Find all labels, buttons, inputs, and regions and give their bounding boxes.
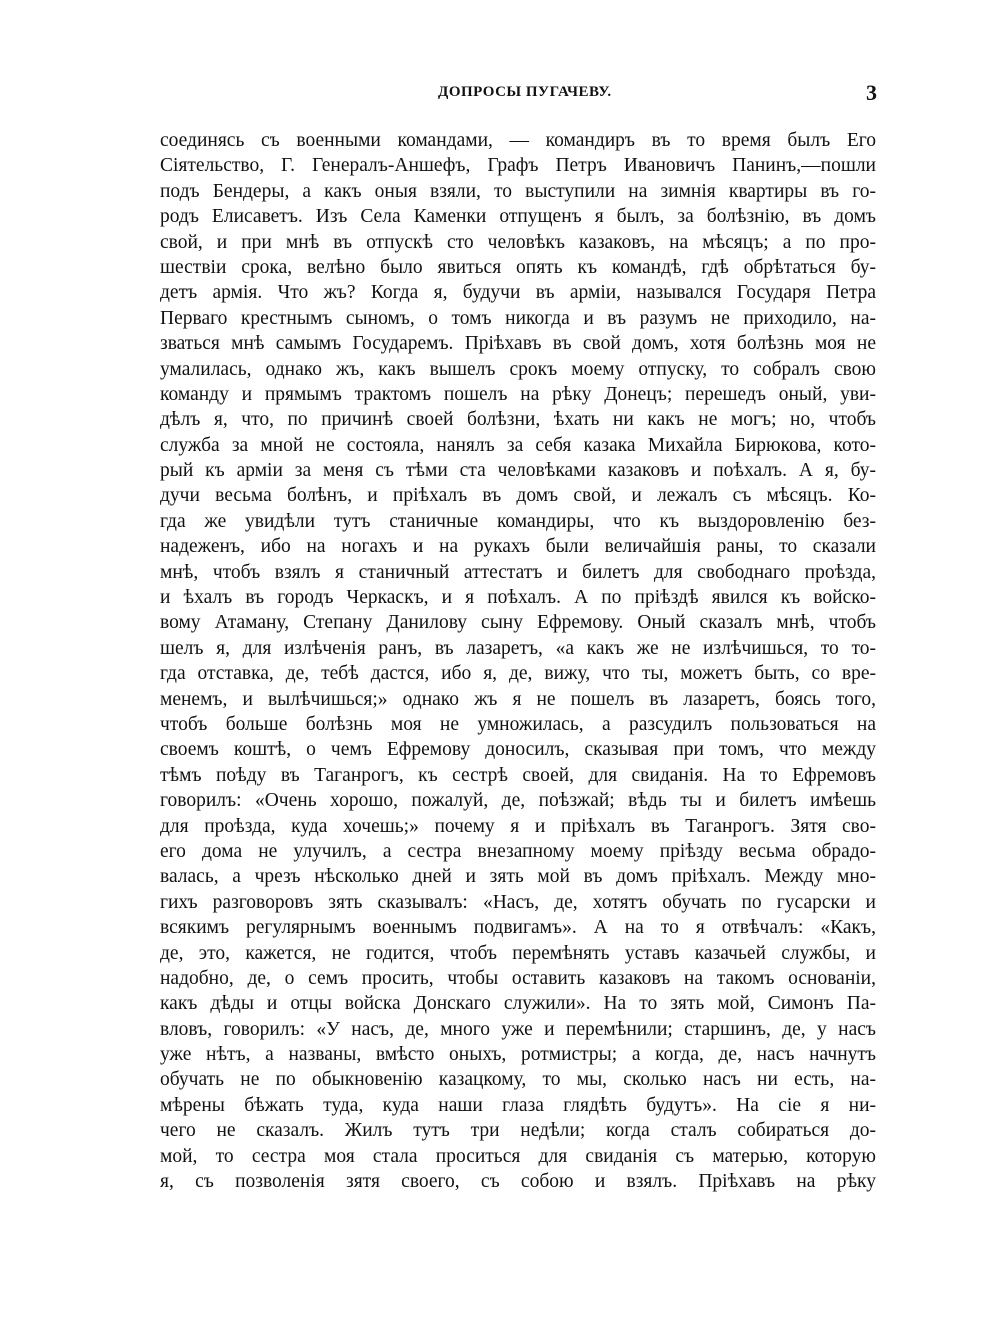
- text-line: шествіи срока, велѣно было явиться опять къ командѣ, гдѣ обрѣтаться бу-: [160, 256, 876, 278]
- text-line: гда отставка, де, тебѣ дастся, ибо я, де, вижу, что ты, можетъ быть, со вре-: [160, 663, 876, 685]
- text-line: и ѣхалъ въ городъ Черкаскъ, и я поѣхалъ. А по пріѣздѣ явился къ войско-: [160, 587, 876, 609]
- text-line: всякимъ регулярнымъ военнымъ подвигамъ». А на то я отвѣчалъ: «Какъ,: [160, 917, 876, 939]
- text-line: Перваго крестнымъ сыномъ, о томъ никогда и въ разумъ не приходило, на-: [160, 307, 876, 329]
- text-line: вому Атаману, Степану Данилову сыну Ефремову. Оный сказалъ мнѣ, чтобъ: [160, 612, 876, 634]
- text-line: обучать не по обыкновенію казацкому, то мы, сколько насъ ни есть, на-: [160, 1069, 876, 1091]
- text-line: чего не сказалъ. Жилъ тутъ три недѣли; когда сталъ собираться до-: [160, 1120, 876, 1142]
- text-line: валась, а чрезъ нѣсколько дней и зять мой въ домъ пріѣхалъ. Между мно-: [160, 866, 876, 888]
- running-head: ДОПРОСЫ ПУГАЧЕВУ.: [438, 84, 612, 100]
- text-line: шелъ я, для излѣченія ранъ, въ лазаретъ, «а какъ же не излѣчишься, то то-: [160, 637, 876, 659]
- text-line: менемъ, и вылѣчишься;» однако жъ я не пошелъ въ лазаретъ, боясь того,: [160, 688, 876, 710]
- text-line: Сiятельство, Г. Генералъ-Аншефъ, Графъ Петръ Ивановичъ Панинъ,—пошли: [160, 155, 876, 177]
- text-line: мѣрены бѣжать туда, куда наши глаза глядѣть будутъ». На сіе я ни-: [160, 1094, 876, 1116]
- text-line: свой, и при мнѣ въ отпускѣ сто человѣкъ казаковъ, на мѣсяцъ; а по про-: [160, 231, 876, 253]
- text-line: гда же увидѣли тутъ станичные командиры, что къ выздоровленію без-: [160, 510, 876, 532]
- text-line: родъ Елисаветъ. Изъ Села Каменки отпущенъ я былъ, за болѣзнію, въ домъ: [160, 206, 876, 228]
- text-line: тѣмъ поѣду въ Таганрогъ, къ сестрѣ своей, для свиданія. На то Ефремовъ: [160, 764, 876, 786]
- text-line: какъ дѣды и отцы войска Донскаго служили». На то зять мой, Симонъ Па-: [160, 993, 876, 1015]
- text-line: команду и прямымъ трактомъ пошелъ на рѣку Донецъ; перешедъ оный, уви-: [160, 383, 876, 405]
- text-line: надобно, де, о семъ просить, чтобы оставить казаковъ на такомъ основаніи,: [160, 967, 876, 989]
- text-line: для проѣзда, куда хочешь;» почему я и пріѣхалъ въ Таганрогъ. Зятя сво-: [160, 815, 876, 837]
- text-line: рый къ арміи за меня съ тѣми ста человѣками казаковъ и поѣхалъ. А я, бу-: [160, 460, 876, 482]
- text-line: подъ Бендеры, а какъ оныя взяли, то выступили на зимнія квартиры въ го-: [160, 180, 876, 202]
- text-line: мой, то сестра моя стала проситься для свиданія съ матерью, которую: [160, 1145, 876, 1167]
- text-line: детъ армія. Что жъ? Когда я, будучи въ арміи, назывался Государя Петра: [160, 282, 876, 304]
- text-line: чтобъ больше болѣзнь моя не умножилась, а разсудилъ пользоваться на: [160, 713, 876, 735]
- text-line: вловъ, говорилъ: «У насъ, де, много уже и перемѣнили; старшинъ, де, у насъ: [160, 1018, 876, 1040]
- text-line: дучи весьма болѣнъ, и пріѣхалъ въ домъ свой, и лежалъ съ мѣсяцъ. Ко-: [160, 485, 876, 507]
- text-line: мнѣ, чтобъ взялъ я станичный аттестатъ и билетъ для свободнаго проѣзда,: [160, 561, 876, 583]
- text-line: уже нѣтъ, а названы, вмѣсто оныхъ, ротмистры; а когда, де, насъ начнутъ: [160, 1044, 876, 1066]
- text-line: надеженъ, ибо на ногахъ и на рукахъ были величайшія раны, то сказали: [160, 536, 876, 558]
- text-line: его дома не улучилъ, а сестра внезапному моему пріѣзду весьма обрадо-: [160, 840, 876, 862]
- page-number: 3: [866, 80, 877, 105]
- body-text: [160, 128, 876, 1194]
- text-line: говорилъ: «Очень хорошо, пожалуй, де, поѣзжай; вѣдь ты и билетъ имѣешь: [160, 790, 876, 812]
- text-line: умалилась, однако жъ, какъ вышелъ срокъ моему отпуску, то собралъ свою: [160, 358, 876, 380]
- text-line: дѣлъ я, что, по причинѣ своей болѣзни, ѣхать ни какъ не могъ; но, чтобъ: [160, 409, 876, 431]
- text-line: зваться мнѣ самымъ Государемъ. Пріѣхавъ въ свой домъ, хотя болѣзнь моя не: [160, 333, 876, 355]
- text-line: своемъ коштѣ, о чемъ Ефремову доносилъ, сказывая при томъ, что между: [160, 739, 876, 761]
- text-line: гихъ разговоровъ зять сказывалъ: «Насъ, де, хотятъ обучать по гусарски и: [160, 891, 876, 913]
- text-line: соединясь съ военными командами, — командиръ въ то время былъ Его: [160, 130, 876, 151]
- text-line: де, это, кажется, не годится, чтобъ перемѣнять уставъ казачьей службы, и: [160, 942, 876, 964]
- text-line: служба за мной не состояла, нанялъ за себя казака Михайла Бирюкова, кото-: [160, 434, 876, 456]
- text-line: я, съ позволенія зятя своего, съ собою и взялъ. Пріѣхавъ на рѣку: [160, 1171, 876, 1193]
